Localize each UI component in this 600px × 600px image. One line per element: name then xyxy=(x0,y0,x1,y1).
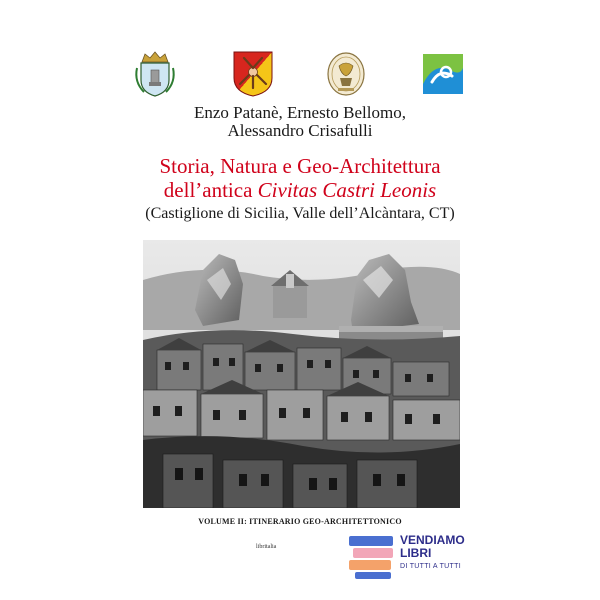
vendiamo-libri-badge xyxy=(347,532,467,580)
logos-row xyxy=(130,44,470,104)
publisher-label: libritalia xyxy=(256,544,277,550)
green-blue-wave-logo-icon xyxy=(420,48,466,98)
authors-line-2: Alessandro Crisafulli xyxy=(227,121,373,140)
seal-emblem-icon xyxy=(323,48,369,98)
badge-line-3: DI TUTTI A TUTTI xyxy=(400,563,461,570)
badge-line-1: VENDIAMO xyxy=(400,533,465,547)
title-line-1: Storia, Natura e Geo-Architettura xyxy=(159,154,441,178)
authors-block xyxy=(130,104,470,140)
volume-label: VOLUME II: ITINERARIO GEO-ARCHITETTONICO xyxy=(198,517,402,526)
historic-village-photo xyxy=(143,240,460,508)
book-stack-icon xyxy=(347,532,397,580)
authors-line-1: Enzo Patanè, Ernesto Bellomo, xyxy=(194,103,406,122)
title-line-2-prefix: dell’antica xyxy=(163,178,258,202)
title-line-2-italic: Civitas Castri Leonis xyxy=(257,178,437,202)
title-line-2 xyxy=(130,178,470,202)
book-title xyxy=(130,154,470,202)
town-crest-icon xyxy=(132,48,178,98)
badge-line-2: LIBRI xyxy=(400,546,432,560)
book-subtitle: (Castiglione di Sicilia, Valle dell’Alcàntara, CT) xyxy=(145,205,455,222)
sicily-region-trinacria-icon xyxy=(230,48,276,98)
